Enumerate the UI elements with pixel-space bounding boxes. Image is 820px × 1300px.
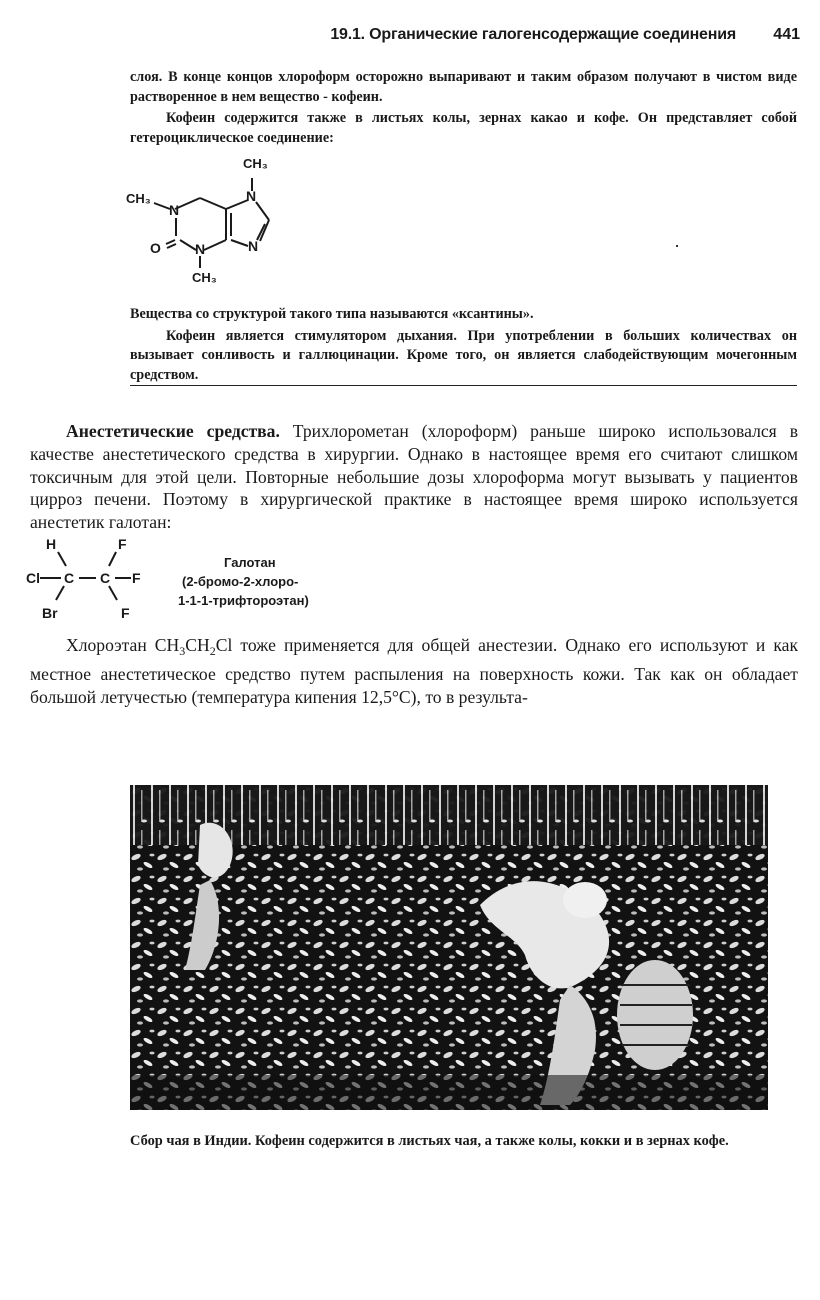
halothane-br: Br [42,605,58,621]
halothane-bonds [40,552,131,600]
halothane-cl: Cl [26,570,40,586]
halothane-label-iupac-2: 1-1-1-трифтороэтан) [178,593,309,608]
halothane-f-right: F [132,570,141,586]
box-top-text [130,68,797,148]
caffeine-structure [120,148,300,288]
subscript-2: 2 [209,644,216,658]
speck [676,245,678,247]
photo-illustration [130,785,768,1110]
figure-caption: Сбор чая в Индии. Кофеин содержится в листьях чая, а также колы, кокки и в зернах кофе. [130,1133,729,1149]
section-title: 19.1. Органические галогенсодержащие соединения [330,26,736,43]
subscript-3: 3 [179,644,186,658]
halothane-label-name: Галотан [224,555,276,570]
box-divider [130,385,797,386]
halothane-h: H [46,536,57,552]
page-number: 441 [773,26,800,43]
caffeine-n7: N [246,188,257,204]
chloroethane-paragraph [30,634,798,708]
halothane-c2: C [100,570,111,586]
box-bottom-text [130,305,797,385]
anesthetics-heading: Анестетические средства. [66,421,280,441]
caffeine-n1: N [169,202,180,218]
anesthetics-text: Трихлорометан (хлороформ) раньше широко использовался в качестве анестетического средства в хирургии. Однако в настоящее время его считают слишком токсичным для этой цели. Повторные небольшие дозы хлороформа могут вызывать у пациентов цирроз печени. Поэтому в хирургической практике в настоящее время широко используется анестетик галотан: [30,421,798,533]
caffeine-ch3-left: CH₃ [126,191,151,206]
chloroethane-text-a: Хлороэтан CH [66,635,180,655]
running-header [0,26,820,52]
box-paragraph-4: Кофеин является стимулятором дыхания. При употреблении в больших количествах он вызывает сонливость и галлюцинации. Кроме того, он является слабодействующим мочегонным средством. [130,327,797,383]
chloroethane-text-c: Cl тоже применяется для общей анестезии. Однако его используют и как местное анестетическое средство путем распыления на поверхность кожи. Так как он обладает большой летучестью (температура кипения 12,5°С), то в результа- [30,635,798,707]
halothane-f-bottom: F [121,605,130,621]
caffeine-n3: N [195,241,206,257]
anesthetics-paragraph [30,420,798,534]
halothane-structure [26,534,346,626]
caffeine-oxygen: O [150,240,161,256]
tea-harvest-photo [130,785,768,1110]
box-paragraph-2: Кофеин содержится также в листьях колы, зернах какао и кофе. Он представляет собой гетероциклическое соединение: [130,110,797,146]
box-paragraph-3: Вещества со структурой такого типа называются «ксантины». [130,306,534,322]
box-paragraph-1: слоя. В конце концов хлороформ осторожно выпаривают и таким образом получают в чистом виде растворенное в нем вещество - кофеин. [130,69,797,105]
caffeine-ch3-bottom: CH₃ [192,270,217,285]
halothane-c1: C [64,570,75,586]
halothane-label-iupac-1: (2-бромо-2-хлоро- [182,574,299,589]
caffeine-ch3-top: CH₃ [243,156,268,171]
chloroethane-text-b: CH [185,635,210,655]
caffeine-n9: N [248,238,259,254]
halothane-f-top: F [118,536,127,552]
